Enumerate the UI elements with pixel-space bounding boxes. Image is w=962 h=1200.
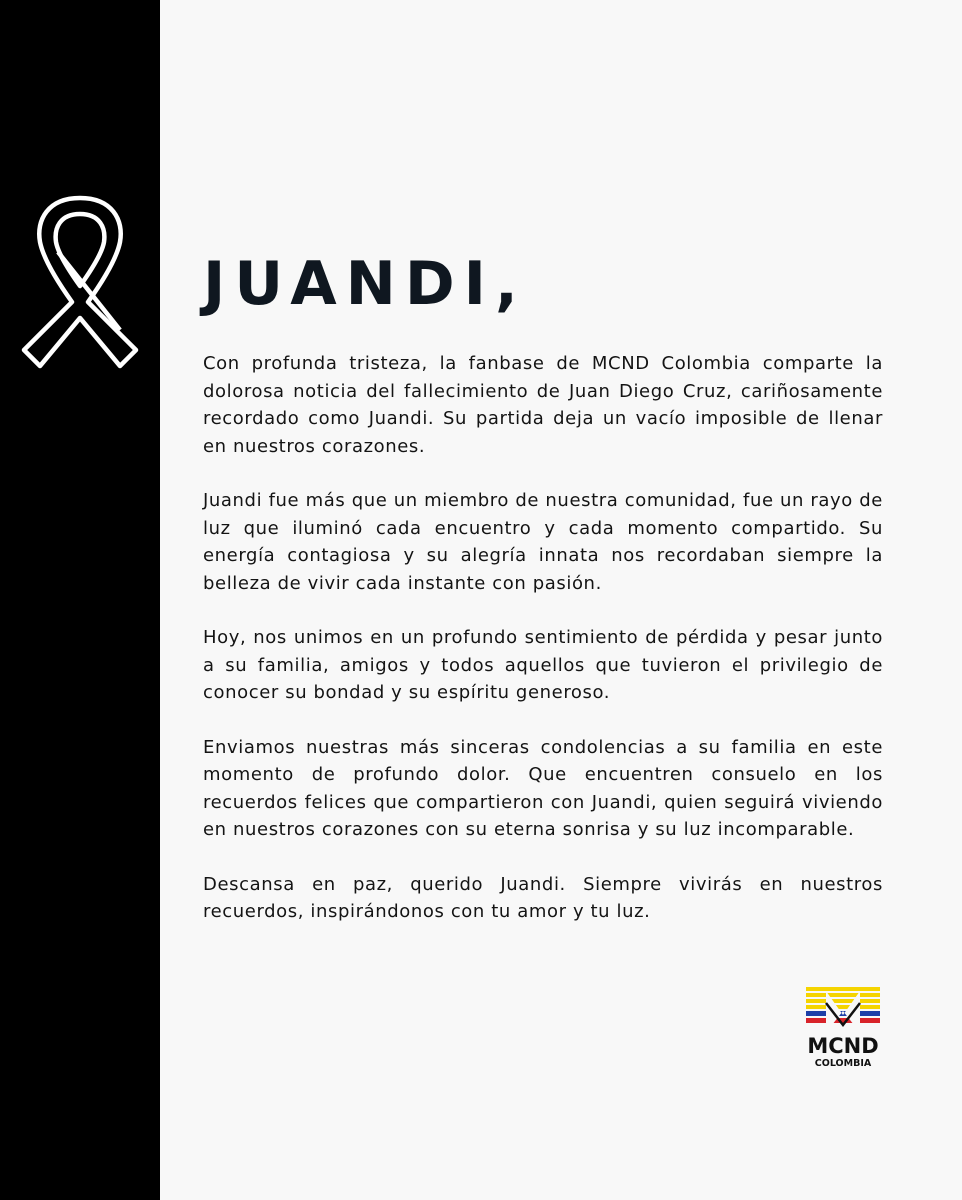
left-black-bar <box>0 0 160 1200</box>
logo-stripe-yellow-2 <box>806 993 880 997</box>
paragraph-2: Juandi fue más que un miembro de nuestra comunidad, fue un rayo de luz que iluminó cada encuentro y cada momento compartido. Su energía contagiosa y su alegría innata nos recordaban siempre la belleza de vivir cada instante con pasión. <box>203 490 883 594</box>
logo-title: MCND <box>807 1034 879 1058</box>
paragraph-4: Enviamos nuestras más sinceras condolencias a su familia en este momento de profundo dolor. Que encuentren consuelo en los recuerdos felices que compartieron con Juandi, quien seguirá viviendo en nuestros corazones con su eterna sonrisa y su luz incomparable. <box>203 736 883 840</box>
paragraph-3: Hoy, nos unimos en un profundo sentimiento de pérdida y pesar junto a su familia, amigos y todos aquellos que tuvieron el privilegio de conocer su bondad y su espíritu generoso. <box>203 627 883 703</box>
logo-m-mark <box>806 987 880 1025</box>
paragraph-5: Descansa en paz, querido Juandi. Siempre vivirás en nuestros recuerdos, inspirándonos con tu amor y tu luz. <box>203 873 883 922</box>
awareness-ribbon-icon <box>18 190 142 376</box>
mcnd-colombia-logo <box>798 985 888 1075</box>
page-title: JUANDI, <box>203 249 527 319</box>
memorial-text-column <box>203 248 883 953</box>
logo-stripe-red-1 <box>806 1018 880 1023</box>
paragraph-1: Con profunda tristeza, la fanbase de MCND Colombia comparte la dolorosa noticia del fallecimiento de Juan Diego Cruz, cariñosamente recordado como Juandi. Su partida deja un vacío imposible de llenar en nuestros corazones. <box>203 353 883 457</box>
logo-stripe-yellow-4 <box>806 1005 880 1009</box>
logo-stripe-yellow-3 <box>806 999 880 1003</box>
logo-stripe-yellow-1 <box>806 987 880 991</box>
logo-subtitle: COLOMBIA <box>814 1058 872 1069</box>
